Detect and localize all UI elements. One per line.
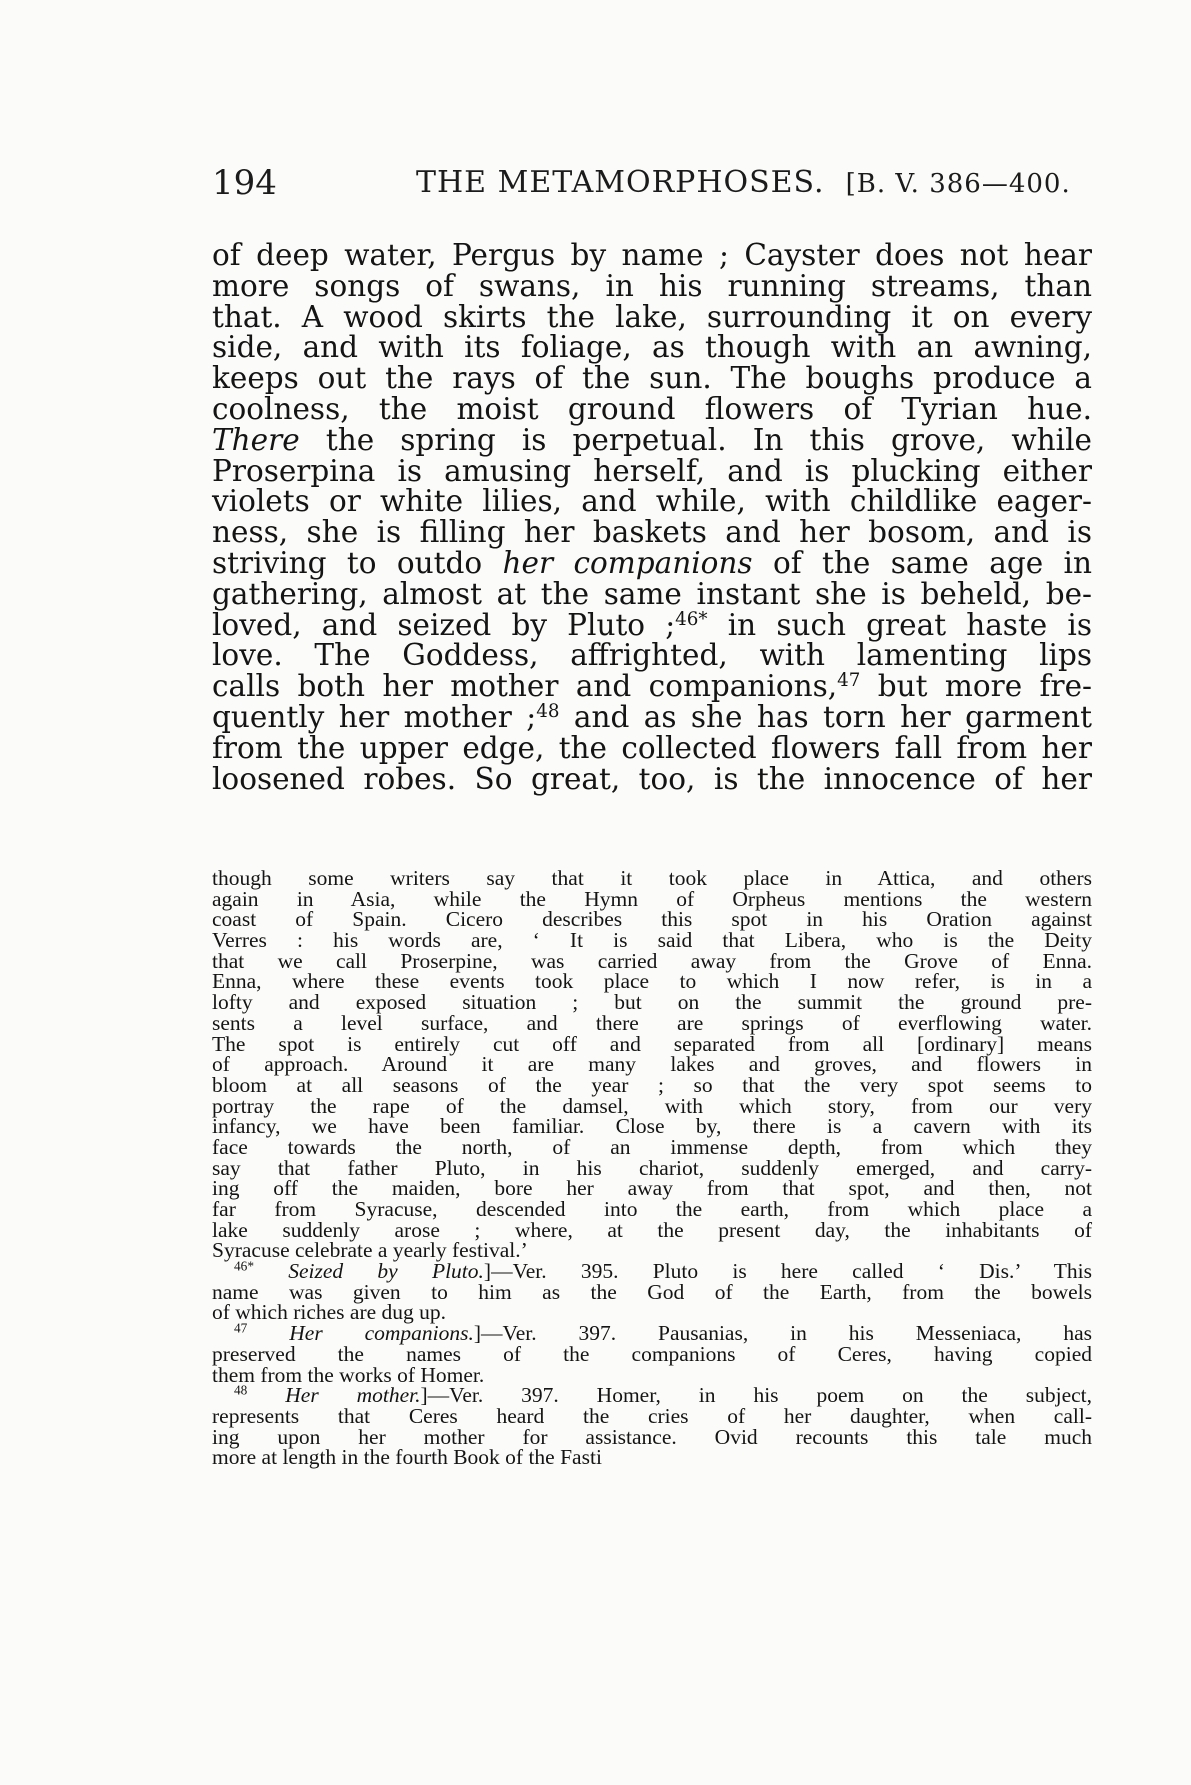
page-number: 194	[212, 163, 277, 203]
text-line: gathering, almost at the same instant she is beheld, be-	[212, 576, 1092, 611]
text-line	[212, 671, 1092, 702]
running-title: THE METAMORPHOSES.	[416, 165, 825, 200]
text-line: of deep water, Pergus by name ; Cayster does not hear	[212, 238, 1092, 272]
footnote-line: Verres : his words are, ‘ It is said that Libera, who is the Deity	[212, 928, 1092, 953]
footnote-48-title: Her mother.	[285, 1383, 421, 1408]
text-line	[212, 699, 1092, 734]
footnote-line: of approach. Around it are many lakes and groves, and flowers in	[212, 1052, 1092, 1077]
text-line: ness, she is filling her baskets and her bosom, and is	[212, 515, 1092, 550]
footnote-line: The spot is entirely cut off and separated from all [ordinary] means	[212, 1031, 1092, 1056]
footnote-line: ing off the maiden, bore her away from that spot, and then, not	[212, 1176, 1092, 1201]
footnote-ref-47: 47	[837, 670, 861, 692]
text-line: that. A wood skirts the lake, surrounding it on every	[212, 299, 1092, 334]
text-segment: loved, and seized by Pluto ;	[212, 607, 676, 642]
footnote-line: sents a level surface, and there are springs of everflowing water.	[212, 1010, 1092, 1035]
text-line	[212, 422, 1092, 457]
footnote-line: Syracuse celebrate a yearly festival.’	[212, 1238, 528, 1263]
footnote-line: bloom at all seasons of the year ; so that the very spot seems to	[212, 1072, 1092, 1097]
footnote-line: face towards the north, of an immense depth, from which they	[212, 1134, 1092, 1159]
footnote-48-line: represents that Ceres heard the cries of her daughter, when call-	[212, 1403, 1092, 1428]
footnote-line: infancy, we have been familiar. Close by, there is a cavern with its	[212, 1114, 1092, 1139]
footnote-46-marker: 46*	[234, 1258, 254, 1274]
text-line: keeps out the rays of the sun. The boughs produce a	[212, 361, 1092, 396]
footnote-47-title: Her companions.	[289, 1321, 474, 1346]
footnotes	[212, 868, 1092, 1468]
text-segment: striving to outdo	[212, 545, 483, 580]
text-line: coolness, the moist ground flowers of Tyrian hue.	[212, 391, 1092, 426]
footnote-line: lofty and exposed situation ; but on the summit the ground pre-	[212, 990, 1092, 1015]
footnote-46-title: Seized by Pluto.	[288, 1259, 484, 1284]
footnote-47-line: them from the works of Homer.	[212, 1362, 485, 1387]
footnote-line: far from Syracuse, descended into the earth, from which place a	[212, 1197, 1092, 1221]
footnote-47-marker: 47	[234, 1320, 248, 1336]
footnote-47-line: preserved the names of the companions of Ceres, having copied	[212, 1341, 1092, 1366]
section-reference: [B. V. 386—400.	[845, 169, 1071, 199]
text-segment: but more fre-	[877, 669, 1092, 704]
italic-her-companions: her companions	[502, 545, 753, 580]
footnote-line: say that father Pluto, in his chariot, suddenly emerged, and carry-	[212, 1155, 1092, 1180]
text-segment: calls both her mother and companions,	[212, 669, 838, 704]
footnote-line: coast of Spain. Cicero describes this spot in his Oration against	[212, 907, 1092, 932]
text-line: loosened robes. So great, too, is the innocence of her	[212, 761, 1092, 796]
text-line	[212, 545, 1092, 580]
footnote-line: again in Asia, while the Hymn of Orpheus mentions the western	[212, 886, 1092, 911]
text-segment: and as she has torn her garment	[573, 699, 1092, 734]
italic-there: There	[212, 422, 300, 457]
footnote-48-line: more at length in the fourth Book of the Fasti	[212, 1445, 602, 1470]
footnote-text: ]—Ver. 397. Homer, in his poem on the subject,	[420, 1383, 1093, 1408]
footnote-46-line: of which riches are dug up.	[212, 1300, 447, 1325]
footnote-line: that we call Proserpine, was carried away from the Grove of Enna.	[212, 948, 1092, 973]
text-line	[212, 607, 1092, 642]
text-segment: the spring is perpetual. In this grove, while	[325, 422, 1092, 457]
text-segment: of the same age in	[772, 545, 1092, 580]
footnote-line: Enna, where these events took place to which I now refer, is in a	[212, 969, 1092, 994]
main-text	[212, 240, 1092, 794]
footnote-line: lake suddenly arose ; where, at the present day, the inhabitants of	[212, 1217, 1092, 1242]
footnote-ref-46: 46*	[675, 608, 708, 630]
running-title-group	[416, 158, 1071, 209]
text-line: love. The Goddess, affrighted, with lamenting lips	[212, 638, 1092, 673]
running-header	[212, 158, 1092, 208]
text-line: from the upper edge, the collected flowers fall from her	[212, 730, 1092, 765]
text-line: more songs of swans, in his running streams, than	[212, 268, 1092, 303]
text-segment: quently her mother ;	[212, 699, 537, 734]
footnote-text: ]—Ver. 397. Pausanias, in his Messeniaca, has	[473, 1321, 1092, 1346]
text-segment: in such great haste is	[727, 607, 1092, 642]
footnote-48-marker: 48	[234, 1382, 248, 1398]
footnote-47-line	[212, 1320, 1092, 1346]
footnote-ref-48: 48	[536, 700, 560, 722]
footnote-line: portray the rape of the damsel, with which story, from our very	[212, 1093, 1092, 1118]
footnote-48-line: ing upon her mother for assistance. Ovid recounts this tale much	[212, 1424, 1092, 1449]
footnote-46-line	[212, 1258, 1092, 1284]
text-line: side, and with its foliage, as though with an awning,	[212, 330, 1092, 365]
footnote-48-line	[212, 1382, 1093, 1408]
text-line: Proserpina is amusing herself, and is plucking either	[212, 453, 1092, 488]
footnote-text: ]—Ver. 395. Pluto is here called ‘ Dis.’ This	[483, 1259, 1092, 1284]
text-line: violets or white lilies, and while, with childlike eager-	[212, 484, 1092, 519]
footnote-46-line: name was given to him as the God of the Earth, from the bowels	[212, 1279, 1092, 1304]
footnote-line: though some writers say that it took place in Attica, and others	[212, 866, 1092, 890]
